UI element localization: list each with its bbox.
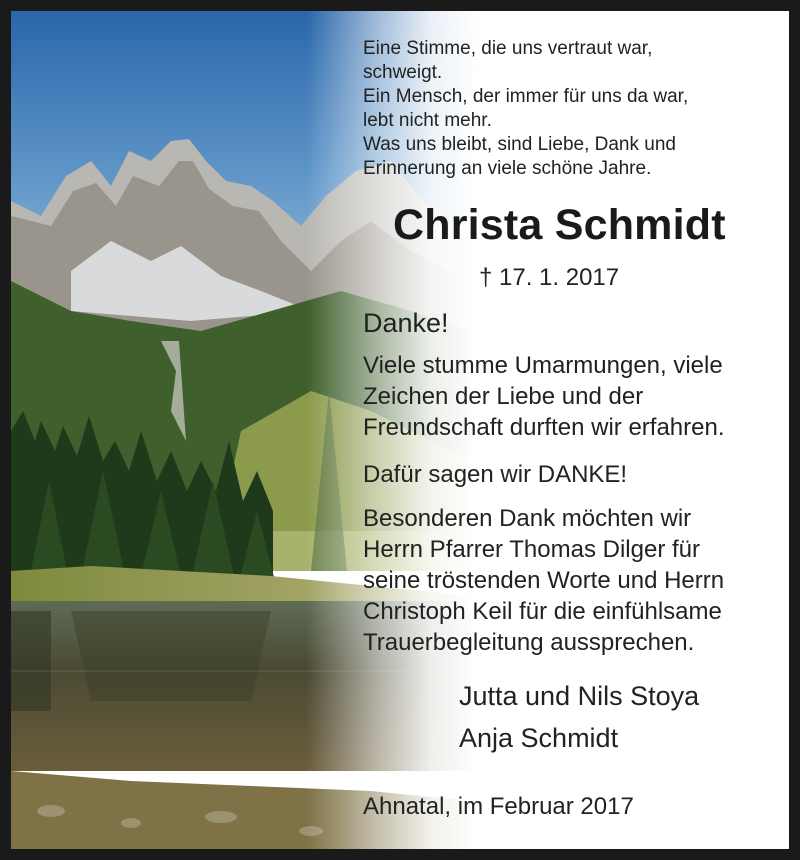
deceased-name: Christa Schmidt	[393, 201, 726, 249]
paragraph-line: seine tröstenden Worte und Herrn	[363, 567, 725, 594]
poem-line: Eine Stimme, die uns vertraut war,	[363, 38, 653, 59]
paragraph-line: Besonderen Dank möchten wir	[363, 505, 692, 532]
thanks-paragraph-2: Dafür sagen wir DANKE!	[363, 461, 628, 488]
death-date: † 17. 1. 2017	[479, 264, 620, 291]
paragraph-line: Zeichen der Liebe und der	[363, 383, 644, 410]
poem-line: Erinnerung an viele schöne Jahre.	[363, 158, 652, 179]
signature-family-1: Jutta und Nils Stoya	[459, 681, 700, 711]
text-column	[363, 11, 783, 849]
paragraph-line: Christoph Keil für die einfühlsame	[363, 598, 722, 625]
signature-family-2: Anja Schmidt	[459, 723, 619, 753]
paragraph-line: Freundschaft durften wir erfahren.	[363, 414, 725, 441]
thanks-paragraph-1	[363, 350, 725, 443]
thanks-paragraph-3	[363, 503, 724, 658]
thanks-heading: Danke!	[363, 308, 449, 338]
paragraph-line: Herrn Pfarrer Thomas Dilger für	[363, 536, 700, 563]
poem-line: schweigt.	[363, 62, 443, 83]
paragraph-line: Trauerbegleitung aussprechen.	[363, 629, 695, 656]
poem-line: Was uns bleibt, sind Liebe, Dank und	[363, 134, 676, 155]
poem-line: Ein Mensch, der immer für uns da war,	[363, 86, 689, 107]
place-and-date: Ahnatal, im Februar 2017	[363, 793, 634, 820]
memorial-poem	[363, 37, 688, 181]
poem-line: lebt nicht mehr.	[363, 110, 492, 131]
paragraph-line: Viele stumme Umarmungen, viele	[363, 352, 723, 379]
